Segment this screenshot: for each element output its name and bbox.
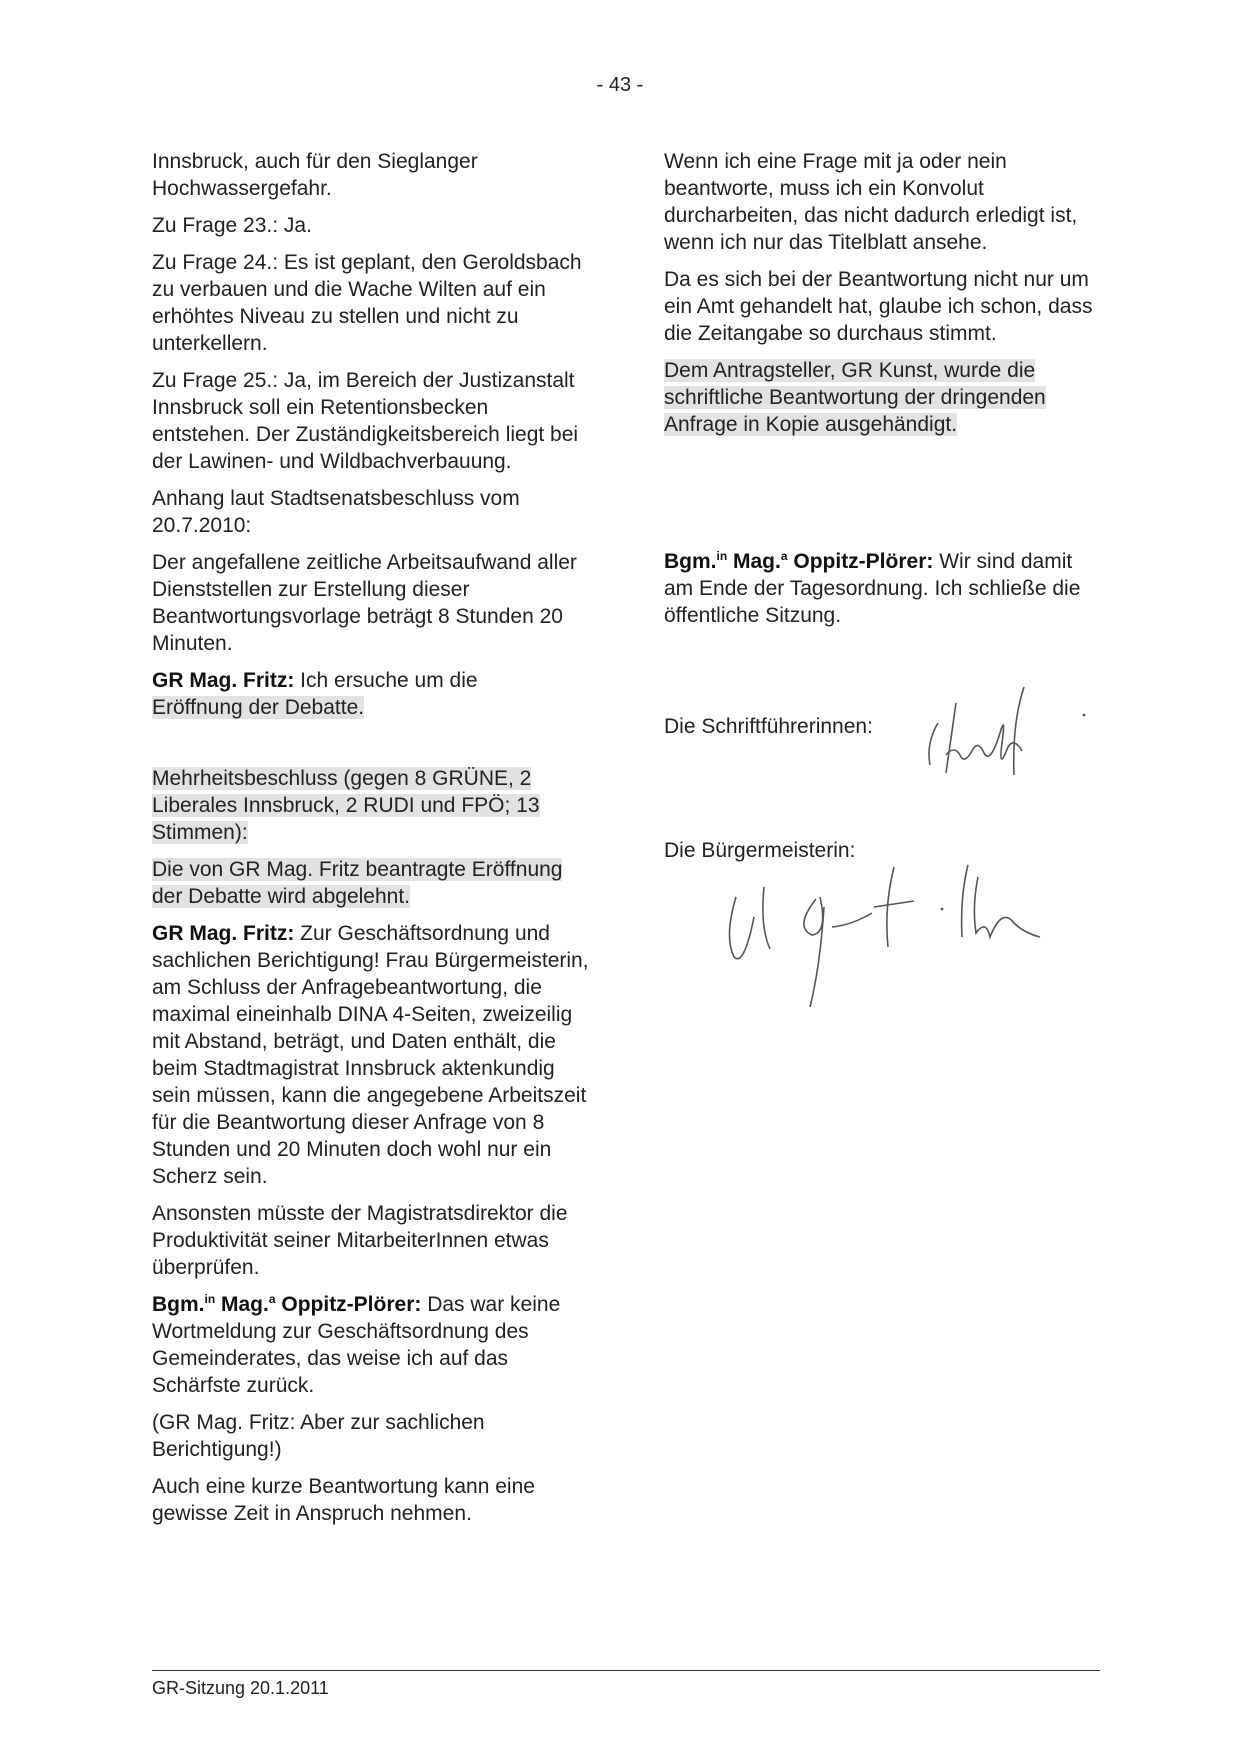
- speaker-name: GR Mag. Fritz:: [152, 922, 295, 945]
- signature-label: Die Schriftführerinnen:: [664, 715, 873, 738]
- right-column: [664, 148, 1104, 1017]
- paragraph: Ansonsten müsste der Magistratsdirektor die Produktivität seiner MitarbeiterInnen etwas überprüfen.: [152, 1202, 568, 1279]
- signature-secretaries: [664, 693, 1104, 813]
- speech-text: Ich ersuche um die: [294, 669, 478, 692]
- speech-text: Wir sind damit am Ende der Tagesordnung. Ich schließe die öffentliche Sitzung.: [664, 550, 1081, 627]
- footer-text: GR-Sitzung 20.1.2011: [152, 1678, 329, 1698]
- resolution-paragraph: [664, 357, 1104, 438]
- paragraph: Zu Frage 24.: Es ist geplant, den Geroldsbach zu verbauen und die Wache Wilten auf ein erhöhtes Niveau zu stellen und nicht zu unterkellern.: [152, 251, 582, 355]
- handwritten-signature-icon: [916, 683, 1096, 783]
- speech-text: Zur Geschäftsordnung und sachlichen Berichtigung! Frau Bürgermeisterin, am Schluss der Anfragebeantwortung, die maximal eineinhalb DINA 4-Seiten, zweizeilig mit Abstand, beträgt, und Daten enthält, die beim Stadtmagistrat Innsbruck aktenkundig sein müssen, kann die angegebene Arbeitszeit für die Beantwortung dieser Anfrage von 8 Stunden und 20 Minuten doch wohl nur ein Scherz sein.: [152, 922, 589, 1188]
- paragraph: Wenn ich eine Frage mit ja oder nein beantworte, muss ich ein Konvolut durcharbeiten, das nicht dadurch erledigt ist, wenn ich nur das Titelblatt ansehe.: [664, 150, 1078, 254]
- page-number: - 43 -: [596, 74, 644, 96]
- paragraph: Auch eine kurze Beantwortung kann eine gewisse Zeit in Anspruch nehmen.: [152, 1475, 535, 1525]
- speech-text: Das war keine Wortmeldung zur Geschäftsordnung des Gemeinderates, das weise ich auf das Schärfste zurück.: [152, 1293, 561, 1397]
- handwritten-signature-icon: [724, 837, 1084, 1017]
- signature-label: Die Bürgermeisterin:: [664, 839, 856, 862]
- paragraph-speaker: [664, 548, 1104, 629]
- speaker-name: Bgm.$^{in}$ Mag.$^a$ Oppitz-Plörer:: [664, 549, 934, 573]
- resolution-paragraph: [152, 856, 592, 910]
- highlighted-text: Eröffnung der Debatte.: [152, 696, 365, 719]
- footer-divider: [152, 1670, 1100, 1671]
- signature-mayor: [664, 837, 1104, 1017]
- speaker-name: GR Mag. Fritz:: [152, 669, 295, 692]
- paragraph: Zu Frage 25.: Ja, im Bereich der Justizanstalt Innsbruck soll ein Retentionsbecken entstehen. Der Zuständigkeitsbereich liegt bei der Lawinen- und Wildbachverbauung.: [152, 369, 579, 473]
- paragraph: Innsbruck, auch für den Sieglanger Hochwassergefahr.: [152, 150, 478, 200]
- paragraph: Da es sich bei der Beantwortung nicht nur um ein Amt gehandelt hat, glaube ich schon, dass die Zeitangabe so durchaus stimmt.: [664, 268, 1093, 345]
- paragraph-speaker: [152, 667, 592, 721]
- highlighted-text: Mehrheitsbeschluss (gegen 8 GRÜNE, 2 Liberales Innsbruck, 2 RUDI und FPÖ; 13 Stimmen):: [152, 767, 540, 844]
- resolution-paragraph: [152, 765, 592, 846]
- left-column: [152, 148, 592, 1537]
- paragraph: Der angefallene zeitliche Arbeitsaufwand aller Dienststellen zur Erstellung dieser Beantwortungsvorlage beträgt 8 Stunden 20 Minuten.: [152, 551, 577, 655]
- highlighted-text: Dem Antragsteller, GR Kunst, wurde die schriftliche Beantwortung der dringenden Anfrage in Kopie ausgehändigt.: [664, 359, 1046, 436]
- paragraph: (GR Mag. Fritz: Aber zur sachlichen Berichtigung!): [152, 1411, 485, 1461]
- paragraph: Zu Frage 23.: Ja.: [152, 214, 312, 237]
- speaker-name: Bgm.$^{in}$ Mag.$^a$ Oppitz-Plörer:: [152, 1292, 422, 1316]
- paragraph-speaker: [152, 1291, 592, 1399]
- highlighted-text: Die von GR Mag. Fritz beantragte Eröffnung der Debatte wird abgelehnt.: [152, 858, 563, 908]
- paragraph-speaker: [152, 920, 592, 1190]
- paragraph: Anhang laut Stadtsenatsbeschluss vom 20.7.2010:: [152, 487, 520, 537]
